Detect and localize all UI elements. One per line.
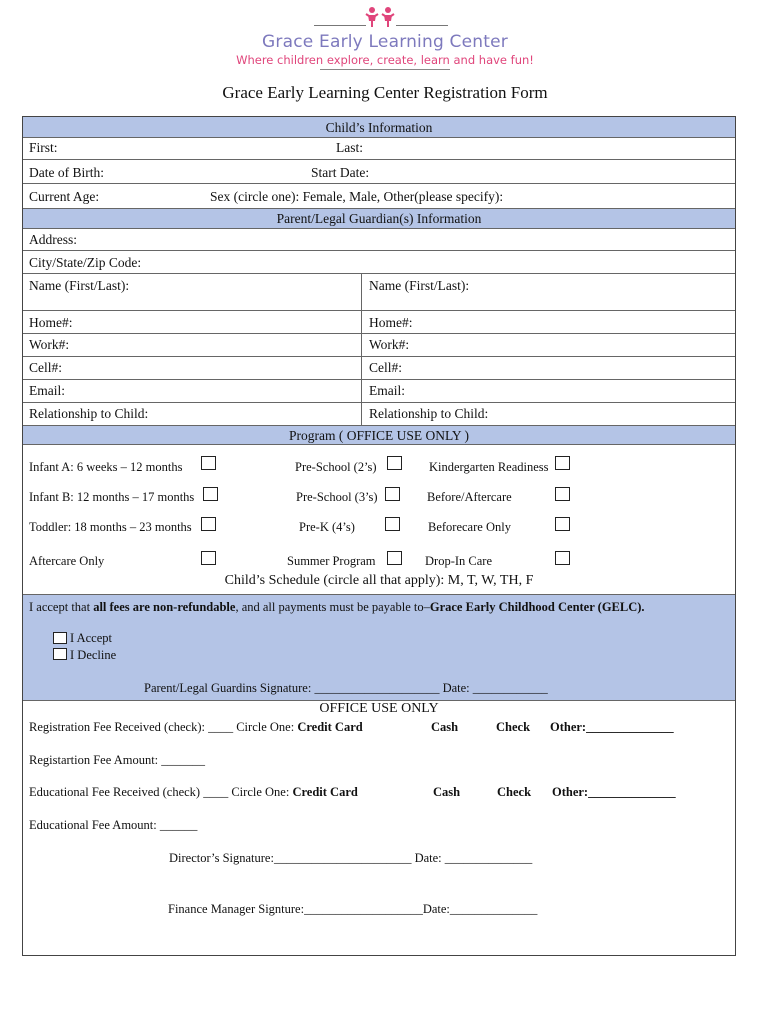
- office-use-header: OFFICE USE ONLY: [319, 701, 439, 716]
- edu-fee-amount[interactable]: Educational Fee Amount: ______: [29, 818, 198, 832]
- option-infant-b-checkbox[interactable]: [203, 487, 218, 501]
- guardian-signature-line[interactable]: Parent/Legal Guardins Signature: ____________________ Date: ____________: [144, 681, 548, 695]
- option-aftercare-checkbox[interactable]: [201, 551, 216, 565]
- child-age-row: [23, 184, 735, 209]
- option-preschool-3-checkbox[interactable]: [385, 487, 400, 501]
- registration-form: [22, 116, 736, 956]
- program-header-label: Program ( OFFICE USE ONLY ): [288, 428, 469, 443]
- child-last-field[interactable]: Last:: [336, 140, 363, 155]
- city-state-zip-field[interactable]: City/State/Zip Code:: [29, 255, 142, 270]
- acceptance-text-bold2: Grace Early Childhood Center (GELC).: [429, 600, 645, 614]
- guardian-name-row: [23, 274, 735, 311]
- guardian1-cell-field[interactable]: Cell#:: [29, 360, 62, 375]
- column-divider: [361, 334, 362, 356]
- logo-line-left: [314, 25, 366, 26]
- guardian-info-header-label: Parent/Legal Guardian(s) Information: [276, 211, 482, 226]
- work-row: [23, 334, 735, 357]
- option-infant-a-label: Infant A: 6 weeks – 12 months: [29, 460, 183, 474]
- address-field[interactable]: Address:: [29, 232, 77, 247]
- child-info-header-label: Child’s Information: [325, 120, 433, 135]
- director-signature-line[interactable]: Director’s Signature:______________________ Date: ______________: [169, 851, 533, 865]
- child-info-header: [23, 117, 735, 138]
- accept-checkbox[interactable]: [53, 632, 67, 644]
- form-title: Grace Early Learning Center Registration Form: [222, 83, 548, 102]
- office-use-section: [23, 701, 735, 955]
- guardian2-email-field[interactable]: Email:: [369, 383, 405, 398]
- option-kindergarten-checkbox[interactable]: [555, 456, 570, 470]
- address-row: [23, 229, 735, 251]
- child-dob-field[interactable]: Date of Birth:: [29, 165, 104, 180]
- program-options: [23, 445, 735, 577]
- edu-credit-card-option[interactable]: Credit Card: [292, 785, 358, 799]
- option-beforecare-label: Beforecare Only: [428, 520, 511, 534]
- option-infant-a-checkbox[interactable]: [201, 456, 216, 470]
- option-toddler-label: Toddler: 18 months – 23 months: [29, 520, 192, 534]
- guardian1-name-field[interactable]: Name (First/Last):: [29, 278, 130, 293]
- accept-label: I Accept: [70, 631, 112, 645]
- edu-check-option[interactable]: Check: [497, 785, 532, 799]
- program-header: [23, 426, 735, 445]
- reg-cash-option[interactable]: Cash: [431, 720, 459, 734]
- decline-checkbox[interactable]: [53, 648, 67, 660]
- reg-other-option[interactable]: Other:______________: [550, 720, 674, 734]
- cell-row: [23, 357, 735, 380]
- decline-label: I Decline: [70, 648, 117, 662]
- option-dropin-label: Drop-In Care: [425, 554, 492, 568]
- relationship-row: [23, 403, 735, 426]
- column-divider: [361, 274, 362, 310]
- center-logo: [0, 6, 770, 70]
- option-dropin-checkbox[interactable]: [555, 551, 570, 565]
- children-icon: [365, 6, 397, 28]
- guardian1-home-field[interactable]: Home#:: [29, 315, 73, 330]
- guardian2-name-field[interactable]: Name (First/Last):: [369, 278, 470, 293]
- column-divider: [361, 403, 362, 425]
- guardian1-work-field[interactable]: Work#:: [29, 337, 70, 352]
- guardian2-cell-field[interactable]: Cell#:: [369, 360, 402, 375]
- logo-name: Grace Early Learning Center: [262, 32, 508, 52]
- city-row: [23, 251, 735, 274]
- guardian-info-header: [23, 209, 735, 229]
- column-divider: [361, 380, 362, 402]
- acceptance-block: [23, 595, 735, 701]
- reg-credit-card-option[interactable]: Credit Card: [297, 720, 363, 734]
- reg-fee-received-label: Registration Fee Received (check): ____ Circle One:: [29, 720, 298, 734]
- guardian1-email-field[interactable]: Email:: [29, 383, 65, 398]
- child-sex-field[interactable]: Sex (circle one): Female, Male, Other(please specify):: [210, 189, 504, 204]
- child-start-date-field[interactable]: Start Date:: [311, 165, 370, 180]
- child-dob-row: [23, 160, 735, 184]
- option-before-aftercare-label: Before/Aftercare: [427, 490, 512, 504]
- option-before-aftercare-checkbox[interactable]: [555, 487, 570, 501]
- option-preschool-3-label: Pre-School (3’s): [296, 490, 378, 504]
- guardian1-relationship-field[interactable]: Relationship to Child:: [29, 406, 149, 421]
- option-beforecare-checkbox[interactable]: [555, 517, 570, 531]
- logo-underline: [320, 69, 450, 70]
- option-prek-checkbox[interactable]: [385, 517, 400, 531]
- guardian2-home-field[interactable]: Home#:: [369, 315, 413, 330]
- column-divider: [361, 311, 362, 333]
- option-infant-b-label: Infant B: 12 months – 17 months: [29, 490, 195, 504]
- schedule-row: [23, 573, 735, 595]
- acceptance-text-b: , and all payments must be payable to–: [235, 600, 430, 614]
- logo-line-right: [396, 25, 448, 26]
- acceptance-text: [29, 600, 645, 615]
- option-summer-label: Summer Program: [287, 554, 376, 568]
- option-preschool-2-label: Pre-School (2’s): [295, 460, 377, 474]
- email-row: [23, 380, 735, 403]
- home-row: [23, 311, 735, 334]
- edu-fee-received: [29, 785, 358, 800]
- column-divider: [361, 357, 362, 379]
- reg-check-option[interactable]: Check: [496, 720, 531, 734]
- acceptance-text-bold: all fees are non-refundable: [93, 600, 236, 614]
- guardian2-relationship-field[interactable]: Relationship to Child:: [369, 406, 489, 421]
- child-age-field[interactable]: Current Age:: [29, 189, 100, 204]
- option-toddler-checkbox[interactable]: [201, 517, 216, 531]
- edu-cash-option[interactable]: Cash: [433, 785, 461, 799]
- option-kindergarten-label: Kindergarten Readiness: [429, 460, 549, 474]
- option-preschool-2-checkbox[interactable]: [387, 456, 402, 470]
- option-aftercare-label: Aftercare Only: [29, 554, 105, 568]
- schedule-label[interactable]: Child’s Schedule (circle all that apply): M, T, W, TH, F: [224, 573, 534, 588]
- edu-other-option[interactable]: Other:______________: [552, 785, 676, 799]
- option-summer-checkbox[interactable]: [387, 551, 402, 565]
- child-name-row: [23, 138, 735, 160]
- reg-fee-amount[interactable]: Registartion Fee Amount: _______: [29, 753, 206, 767]
- guardian2-work-field[interactable]: Work#:: [369, 337, 410, 352]
- option-prek-label: Pre-K (4’s): [299, 520, 355, 534]
- child-first-field[interactable]: First:: [29, 140, 58, 155]
- logo-tagline: Where children explore, create, learn and have fun!: [236, 53, 534, 67]
- finance-signature-line[interactable]: Finance Manager Signture:___________________Date:______________: [168, 902, 538, 916]
- edu-fee-received-label: Educational Fee Received (check) ____ Circle One:: [29, 785, 293, 799]
- reg-fee-received: [29, 720, 363, 735]
- acceptance-text-a: I accept that: [29, 600, 94, 614]
